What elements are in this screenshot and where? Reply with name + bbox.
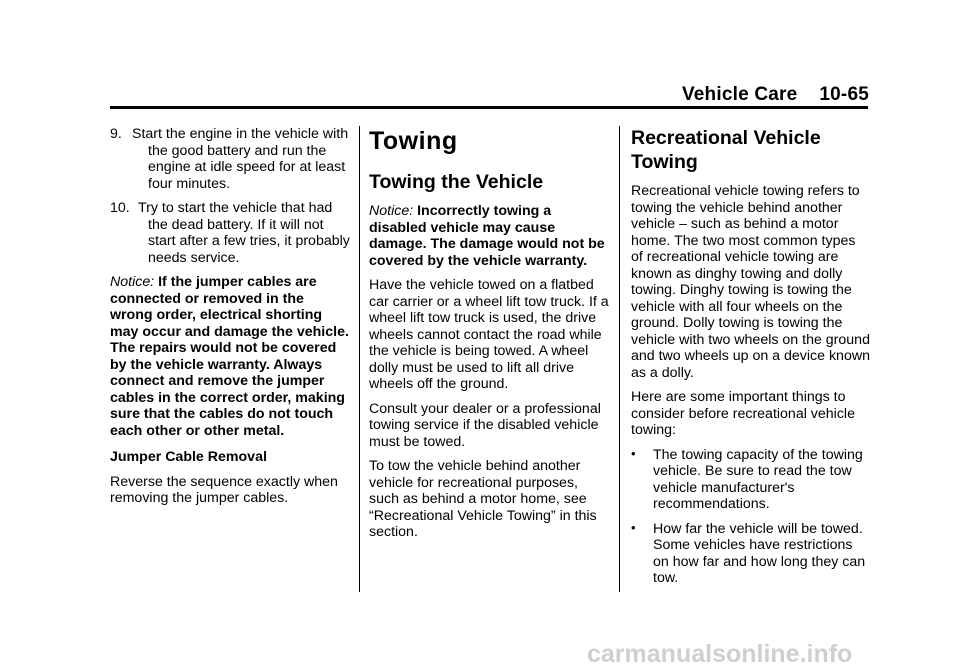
notice-text: If the jumper cables are connected or removed in the wrong order, electrical shorting may occur and damage the vehicle. The repairs would not be covered by the vehicle warranty. Always connect and remove the jumper cables in the correct order, making sure that the cables do not touch each other or other metal. xyxy=(110,274,349,439)
notice-paragraph xyxy=(110,274,350,439)
step-9-text xyxy=(132,126,350,192)
notice-label: Notice: xyxy=(110,274,155,290)
step-9 xyxy=(110,126,350,192)
header-rule xyxy=(110,106,868,109)
page-number: 10-65 xyxy=(819,84,869,105)
section-heading-towing: Towing xyxy=(369,127,458,155)
towing-paragraph-3: To tow the vehicle behind another vehicle for recreational purposes, such as behind a motor home, see “Recreational Vehicle Towing” in this section. xyxy=(369,458,597,540)
notice-label-towing: Notice: xyxy=(369,203,414,219)
bullet-text: How far the vehicle will be towed. Some vehicles have restrictions on how far and how long they can tow. xyxy=(653,520,866,586)
section-heading-recreational-towing: Recreational Vehicle Towing xyxy=(631,127,821,173)
removal-paragraph: Reverse the sequence exactly when removing the jumper cables. xyxy=(110,473,338,506)
column-divider-2 xyxy=(619,126,620,592)
step-9-number: 9. xyxy=(110,126,122,142)
bullet-icon: • xyxy=(631,445,636,461)
column-1 xyxy=(110,126,350,515)
step-10-number: 10. xyxy=(110,200,130,216)
section-title: Vehicle Care xyxy=(681,84,798,105)
list-item xyxy=(631,447,871,513)
list-item xyxy=(631,521,871,587)
notice-paragraph-towing xyxy=(369,203,609,269)
step-9-text-content: Start the engine in the vehicle with the good battery and run the engine at idle speed for at least four minutes. xyxy=(132,126,349,192)
bullet-icon: • xyxy=(631,519,636,535)
step-10 xyxy=(110,200,350,266)
bullet-text: The towing capacity of the towing vehicle. Be sure to read the tow vehicle manufacturer's recommendations. xyxy=(653,446,863,512)
column-divider-1 xyxy=(359,126,360,592)
rv-paragraph-1: Recreational vehicle towing refers to towing the vehicle behind another vehicle – such as behind a motor home. The two most common types of recreational vehicle towing are known as dinghy towing and dolly towing. Dinghy towing is towing the vehicle with all four wheels on the ground. Dolly towing is towing the vehicle with two wheels on the ground and two wheels up on a device known as a dolly. xyxy=(631,183,870,381)
column-3 xyxy=(631,126,871,595)
step-10-text-content: Try to start the vehicle that had the dead battery. If it will not start after a few tries, it probably needs service. xyxy=(138,200,350,266)
towing-paragraph-1: Have the vehicle towed on a flatbed car carrier or a wheel lift tow truck. If a wheel lift tow truck is used, the drive wheels cannot contact the road while the vehicle is being towed. A wheel dolly must be used to lift all drive wheels off the ground. xyxy=(369,277,609,392)
step-10-text xyxy=(138,200,350,266)
page-header xyxy=(682,84,869,106)
towing-paragraph-2: Consult your dealer or a professional towing service if the disabled vehicle must be towed. xyxy=(369,400,601,450)
notice-text-towing: Incorrectly towing a disabled vehicle may cause damage. The damage would not be covered by the vehicle warranty. xyxy=(369,203,605,269)
watermark-text: carmanualsonline.info xyxy=(587,640,853,668)
subheading-jumper-removal: Jumper Cable Removal xyxy=(110,449,267,465)
rv-paragraph-2: Here are some important things to consider before recreational vehicle towing: xyxy=(631,389,855,438)
column-2 xyxy=(369,126,609,549)
subheading-towing-vehicle: Towing the Vehicle xyxy=(369,171,544,193)
